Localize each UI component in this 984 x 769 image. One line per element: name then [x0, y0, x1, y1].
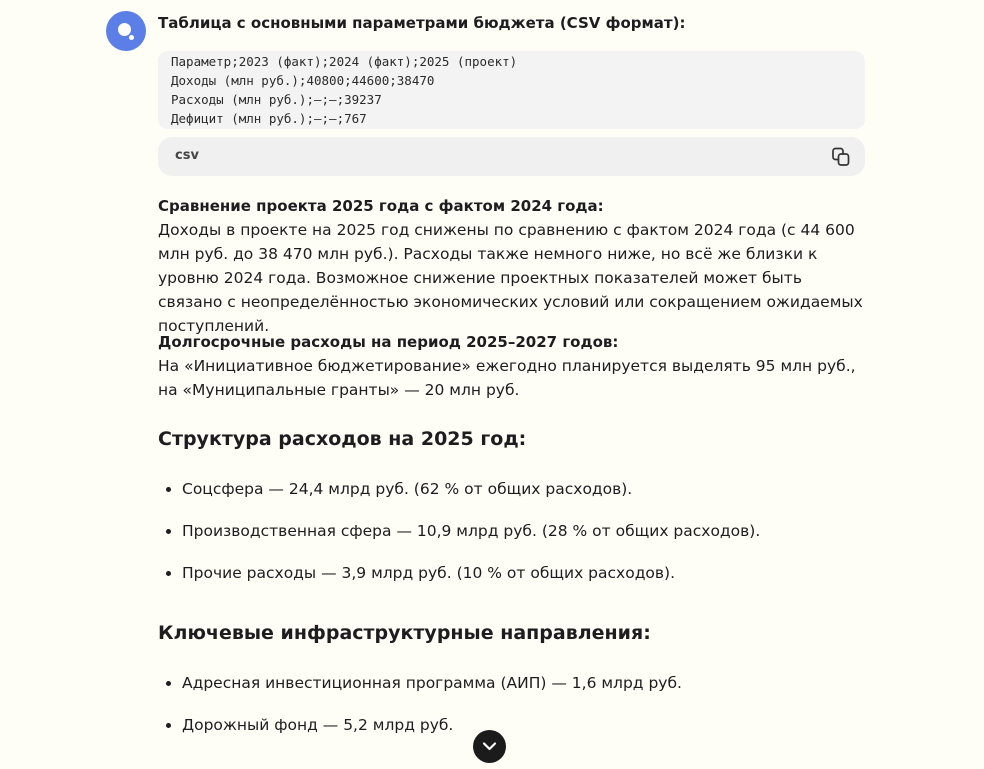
longterm-paragraph	[158, 330, 866, 402]
copy-icon	[830, 146, 852, 168]
code-line: Дефицит (млн руб.);—;—;767	[171, 111, 367, 126]
copy-button[interactable]	[830, 146, 852, 168]
comparison-paragraph	[158, 194, 866, 338]
code-line: Расходы (млн руб.);—;—;39237	[171, 92, 382, 107]
list-item: Производственная сфера — 10,9 млрд руб. (28 % от общих расходов).	[182, 522, 761, 540]
longterm-heading: Долгосрочные расходы на период 2025–2027 годов:	[158, 333, 619, 351]
assistant-logo-icon	[118, 23, 131, 36]
comparison-heading: Сравнение проекта 2025 года с фактом 2024 года:	[158, 197, 604, 215]
intro-title: Таблица с основными параметрами бюджета (CSV формат):	[158, 14, 686, 32]
structure-title: Структура расходов на 2025 год:	[158, 428, 527, 450]
assistant-avatar	[106, 11, 146, 51]
list-item: Соцсфера — 24,4 млрд руб. (62 % от общих расходов).	[182, 480, 633, 498]
longterm-text: На «Инициативное бюджетирование» ежегодно планируется выделять 95 млн руб., на «Муниципальные гранты» — 20 млн руб.	[158, 357, 856, 399]
infrastructure-title: Ключевые инфраструктурные направления:	[158, 622, 651, 644]
chevron-down-icon	[482, 740, 497, 753]
code-block-footer	[158, 137, 865, 176]
comparison-text: Доходы в проекте на 2025 год снижены по сравнению с фактом 2024 года (с 44 600 млн руб. до 38 470 млн руб.). Расходы также немного ниже, но всё же близки к уровню 2024 года. Возможное снижение проектных показателей может быть связано с неопределённостью экономических условий или сокращением ожидаемых поступлений.	[158, 221, 863, 335]
code-block[interactable]	[158, 51, 865, 129]
list-item: Адресная инвестиционная программа (АИП) — 1,6 млрд руб.	[182, 674, 682, 692]
code-language-label: csv	[175, 148, 199, 163]
scroll-down-button[interactable]	[473, 730, 506, 763]
code-line: Параметр;2023 (факт);2024 (факт);2025 (проект)	[171, 54, 518, 69]
list-item: Дорожный фонд — 5,2 млрд руб.	[182, 716, 454, 734]
list-item: Прочие расходы — 3,9 млрд руб. (10 % от общих расходов).	[182, 564, 676, 582]
code-line: Доходы (млн руб.);40800;44600;38470	[171, 73, 435, 88]
